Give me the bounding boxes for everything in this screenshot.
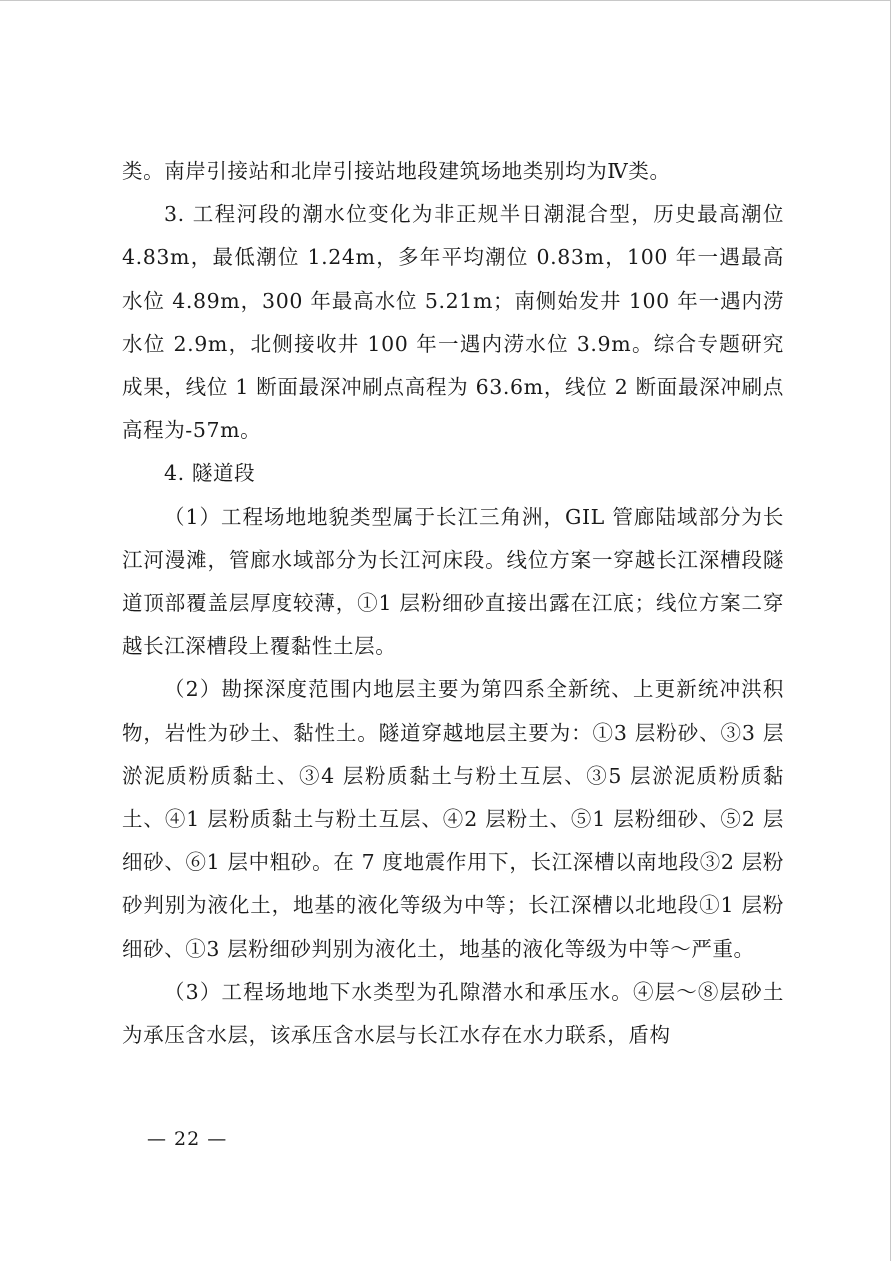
paragraph-continuation: 类。南岸引接站和北岸引接站地段建筑场地类别均为Ⅳ类。: [122, 159, 671, 183]
paragraph-landform: （1）工程场地地貌类型属于长江三角洲，GIL 管廊陆域部分为长江河漫滩，管廊水域部分为长江河床段。线位方案一穿越长江深槽段隧道顶部覆盖层厚度较薄，①1 层粉细砂直接出露在江底；线位方案二穿越长江深槽段上覆黏性土层。: [122, 504, 784, 659]
page-number: — 22 —: [147, 1128, 228, 1150]
document-body: [122, 150, 784, 1057]
paragraph-tide-levels: 3. 工程河段的潮水位变化为非正规半日潮混合型，历史最高潮位 4.83m，最低潮位 1.24m，多年平均潮位 0.83m，100 年一遇最高水位 4.89m，300 年最高水位 5.21m；南侧始发井 100 年一遇内涝水位 2.9m，北侧接收井 100 年一遇内涝水位 3.9m。综合专题研究成果，线位 1 断面最深冲刷点高程为 63.6m，线位 2 断面最深冲刷点高程为-57m。: [122, 202, 784, 443]
paragraph-groundwater: （3）工程场地地下水类型为孔隙潜水和承压水。④层～⑧层砂土为承压含水层，该承压含水层与长江水存在水力联系，盾构: [122, 979, 784, 1048]
section-heading-tunnel: 4. 隧道段: [164, 461, 256, 486]
paragraph-strata: （2）勘探深度范围内地层主要为第四系全新统、上更新统冲洪积物，岩性为砂土、黏性土。隧道穿越地层主要为：①3 层粉砂、③3 层淤泥质粉质黏土、③4 层粉质黏土与粉土互层、③5 层淤泥质粉质黏土、④1 层粉质黏土与粉土互层、④2 层粉土、⑤1 层粉细砂、⑤2 层细砂、⑥1 层中粗砂。在 7 度地震作用下，长江深槽以南地段③2 层粉砂判别为液化土，地基的液化等级为中等；长江深槽以北地段①1 层粉细砂、①3 层粉细砂判别为液化土，地基的液化等级为中等～严重。: [122, 677, 784, 961]
